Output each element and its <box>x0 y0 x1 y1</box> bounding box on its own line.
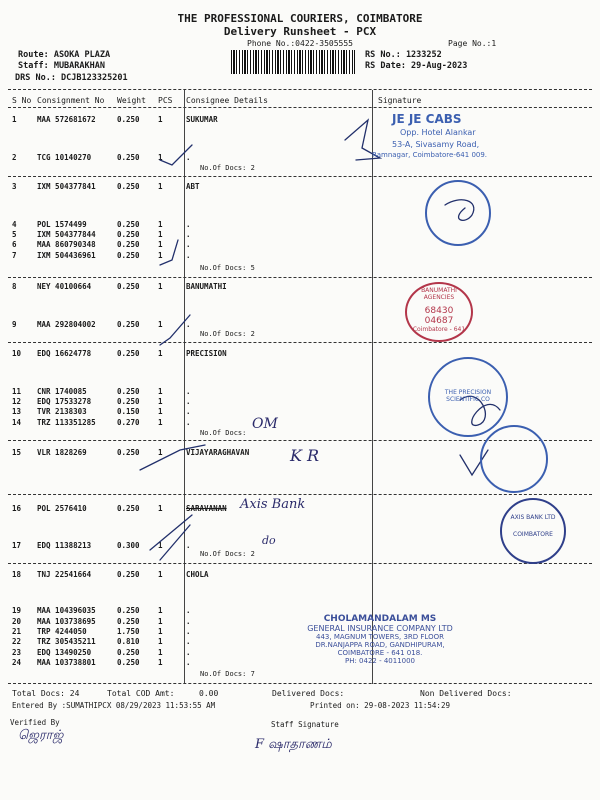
row-weight: 0.250 <box>117 617 140 626</box>
row-weight: 0.810 <box>117 637 140 646</box>
chola-stamp-line: 443, MAGNUM TOWERS, 3RD FLOOR <box>316 633 444 641</box>
round-stamp-blue <box>425 180 491 246</box>
phone-number: Phone No.:0422-3505555 <box>247 39 353 48</box>
chola-stamp-line: PH: 0422 - 4011000 <box>344 657 416 665</box>
row-consignee: ABT <box>186 182 200 191</box>
verified-signature: ஜெராஜ் <box>18 728 64 743</box>
total-cod-value: 0.00 <box>199 689 219 698</box>
row-consignment: IXM 504377841 <box>37 182 96 191</box>
col-pcs: PCS <box>158 96 173 105</box>
banumathi-stamp-code: 04687 <box>424 316 454 326</box>
row-weight: 0.250 <box>117 448 140 457</box>
row-sno: 6 <box>12 240 17 249</box>
row-pcs: 1 <box>158 637 163 646</box>
row-consignee: . <box>186 648 191 657</box>
row-pcs: 1 <box>158 627 163 636</box>
row-weight: 0.250 <box>117 658 140 667</box>
rs-date: RS Date: 29-Aug-2023 <box>365 61 468 71</box>
row-sno: 12 <box>12 397 22 406</box>
total-cod-label: Total COD Amt: <box>107 689 175 698</box>
table-bottom-rule <box>8 683 592 684</box>
row-pcs: 1 <box>158 570 163 579</box>
row-consignment: MAA 104396035 <box>37 606 96 615</box>
row-weight: 1.750 <box>117 627 140 636</box>
banumathi-stamp-code: 68430 <box>424 306 454 316</box>
row-weight: 0.250 <box>117 240 140 249</box>
row-pcs: 1 <box>158 407 163 416</box>
row-consignment: TVR 2138303 <box>37 407 87 416</box>
row-consignment: TNJ 22541664 <box>37 570 92 579</box>
row-pcs: 1 <box>158 541 163 550</box>
row-consignment: EDQ 13490250 <box>37 648 92 657</box>
banumathi-stamp-ring: BANUMATHI AGENCIES <box>421 287 457 301</box>
row-weight: 0.250 <box>117 504 140 513</box>
company-name: THE PROFESSIONAL COURIERS, COIMBATORE <box>177 12 423 25</box>
document-title: Delivery Runsheet - PCX <box>223 25 377 38</box>
precision-stamp-ring: THE PRECISION SCIENTIFIC CO <box>444 389 492 403</box>
banumathi-stamp-city: Coimbatore - 641 <box>412 326 466 333</box>
verified-by-label: Verified By <box>10 718 60 727</box>
barcode <box>231 50 355 74</box>
row-weight: 0.250 <box>117 230 140 239</box>
row-sno: 3 <box>12 182 17 191</box>
row-pcs: 1 <box>158 397 163 406</box>
row-consignment: TRZ 113351285 <box>37 418 96 427</box>
row-consignee: . <box>186 541 191 550</box>
row-sno: 20 <box>12 617 22 626</box>
row-sno: 1 <box>12 115 17 124</box>
row-consignment: TRP 4244050 <box>37 627 87 636</box>
row-sno: 10 <box>12 349 22 358</box>
row-consignee: . <box>186 637 191 646</box>
handwritten-axis-bank: Axis Bank <box>240 497 306 512</box>
row-consignee: CHOLA <box>186 570 209 579</box>
row-sno: 7 <box>12 251 17 260</box>
table-top-rule <box>8 89 592 90</box>
row-pcs: 1 <box>158 418 163 427</box>
row-sno: 8 <box>12 282 17 291</box>
row-pcs: 1 <box>158 220 163 229</box>
row-consignment: MAA 292804002 <box>37 320 96 329</box>
delivered-docs: Delivered Docs: <box>272 689 345 698</box>
row-pcs: 1 <box>158 153 163 162</box>
printed-on: Printed on: 29-08-2023 11:54:29 <box>310 701 450 710</box>
row-pcs: 1 <box>158 387 163 396</box>
handwritten-initials: K R <box>290 446 320 465</box>
row-pcs: 1 <box>158 504 163 513</box>
row-sno: 13 <box>12 407 22 416</box>
round-stamp-blue <box>480 425 548 493</box>
row-consignee: . <box>186 606 191 615</box>
col-consignment: Consignment No <box>37 96 105 105</box>
row-consignment: POL 1574499 <box>37 220 87 229</box>
row-sno: 22 <box>12 637 22 646</box>
row-consignment: MAA 103738695 <box>37 617 96 626</box>
staff-signature: F ஷாதாணம் <box>255 737 332 752</box>
tick-mark <box>160 240 178 265</box>
row-consignee: . <box>186 320 191 329</box>
row-consignee: SARAVANAN <box>186 504 227 513</box>
row-sno: 19 <box>12 606 22 615</box>
row-pcs: 1 <box>158 230 163 239</box>
row-consignment: CNR 1740085 <box>37 387 87 396</box>
row-weight: 0.150 <box>117 407 140 416</box>
row-sno: 23 <box>12 648 22 657</box>
row-pcs: 1 <box>158 448 163 457</box>
row-sno: 21 <box>12 627 22 636</box>
row-weight: 0.250 <box>117 251 140 260</box>
row-pcs: 1 <box>158 282 163 291</box>
row-weight: 0.250 <box>117 182 140 191</box>
row-consignment: EDQ 16624778 <box>37 349 92 358</box>
jeje-stamp-name: JE JE CABS <box>392 112 462 126</box>
row-pcs: 1 <box>158 115 163 124</box>
no-of-docs: No.Of Docs: <box>200 429 247 437</box>
row-sno: 11 <box>12 387 22 396</box>
jeje-stamp-line: Ramnagar, Coimbatore-641 009. <box>372 151 488 159</box>
no-of-docs: No.Of Docs: 2 <box>200 550 255 558</box>
row-pcs: 1 <box>158 648 163 657</box>
route: Route: ASOKA PLAZA <box>18 50 111 60</box>
axis-stamp-city: COIMBATORE <box>513 531 553 538</box>
row-sno: 24 <box>12 658 22 667</box>
row-weight: 0.250 <box>117 349 140 358</box>
no-of-docs: No.Of Docs: 7 <box>200 670 255 678</box>
tick-mark <box>150 515 192 550</box>
row-pcs: 1 <box>158 251 163 260</box>
row-consignee: . <box>186 251 191 260</box>
row-pcs: 1 <box>158 182 163 191</box>
row-pcs: 1 <box>158 349 163 358</box>
entered-by: Entered By :SUMATHIPCX 08/29/2023 11:53:55 AM <box>12 701 216 710</box>
non-delivered-docs: Non Delivered Docs: <box>420 689 512 698</box>
page-number: Page No.:1 <box>448 39 497 48</box>
jeje-stamp-line: Opp. Hotel Alankar <box>400 128 476 137</box>
row-consignee: . <box>186 230 191 239</box>
row-consignee: PRECISION <box>186 349 227 358</box>
row-pcs: 1 <box>158 658 163 667</box>
row-consignment: TRZ 305435211 <box>37 637 96 646</box>
row-consignment: MAA 103738801 <box>37 658 96 667</box>
tick-mark <box>140 445 205 470</box>
row-pcs: 1 <box>158 240 163 249</box>
row-consignee: . <box>186 387 191 396</box>
no-of-docs: No.Of Docs: 2 <box>200 330 255 338</box>
row-consignee: . <box>186 658 191 667</box>
row-weight: 0.250 <box>117 320 140 329</box>
row-pcs: 1 <box>158 617 163 626</box>
row-consignee: SUKUMAR <box>186 115 218 124</box>
row-consignment: POL 2576410 <box>37 504 87 513</box>
row-consignment: MAA 860790348 <box>37 240 96 249</box>
col-sno: S No <box>12 96 32 105</box>
row-weight: 0.250 <box>117 397 140 406</box>
row-weight: 0.250 <box>117 115 140 124</box>
jeje-stamp-line: 53-A, Sivasamy Road, <box>392 140 480 149</box>
row-consignment: IXM 504377844 <box>37 230 96 239</box>
row-consignee: VIJAYARAGHAVAN <box>186 448 250 457</box>
row-sno: 5 <box>12 230 17 239</box>
row-weight: 0.300 <box>117 541 140 550</box>
no-of-docs: No.Of Docs: 2 <box>200 164 255 172</box>
handwritten-om: OM <box>252 416 278 432</box>
row-consignee: . <box>186 627 191 636</box>
row-weight: 0.250 <box>117 282 140 291</box>
row-sno: 2 <box>12 153 17 162</box>
row-weight: 0.250 <box>117 220 140 229</box>
row-sno: 15 <box>12 448 22 457</box>
row-weight: 0.250 <box>117 387 140 396</box>
handwritten-do: do <box>262 534 276 547</box>
tick-mark <box>160 315 190 345</box>
col-signature: Signature <box>378 96 422 105</box>
tick-mark <box>160 525 190 560</box>
axis-bank-stamp <box>500 498 566 564</box>
row-consignee: . <box>186 397 191 406</box>
row-weight: 0.250 <box>117 648 140 657</box>
row-consignment: NEY 40100664 <box>37 282 92 291</box>
row-consignment: VLR 1828269 <box>37 448 87 457</box>
row-consignment: IXM 504436961 <box>37 251 96 260</box>
tick-mark <box>160 145 192 165</box>
row-sno: 9 <box>12 320 17 329</box>
row-consignment: EDQ 11388213 <box>37 541 92 550</box>
chola-stamp-line: GENERAL INSURANCE COMPANY LTD <box>307 624 453 633</box>
row-weight: 0.250 <box>117 570 140 579</box>
row-weight: 0.250 <box>117 153 140 162</box>
row-consignee: . <box>186 418 191 427</box>
col-consignee: Consignee Details <box>186 96 268 105</box>
row-weight: 0.270 <box>117 418 140 427</box>
row-weight: 0.250 <box>117 606 140 615</box>
row-consignment: EDQ 17533278 <box>37 397 92 406</box>
row-sno: 18 <box>12 570 22 579</box>
row-sno: 4 <box>12 220 17 229</box>
row-consignee: . <box>186 220 191 229</box>
row-pcs: 1 <box>158 320 163 329</box>
row-consignment: MAA 572681672 <box>37 115 96 124</box>
axis-stamp-ring: AXIS BANK LTD <box>510 514 556 521</box>
chola-stamp-line: DR.NANJAPPA ROAD, GANDHIPURAM, <box>315 641 445 649</box>
row-consignee: . <box>186 407 191 416</box>
handwritten-ticks <box>120 100 600 680</box>
no-of-docs: No.Of Docs: 5 <box>200 264 255 272</box>
rs-number: RS No.: 1233252 <box>365 50 442 60</box>
chola-stamp <box>285 614 475 665</box>
staff: Staff: MUBARAKHAN <box>18 61 105 71</box>
total-docs: Total Docs: 24 <box>12 689 80 698</box>
row-consignee: BANUMATHI <box>186 282 227 291</box>
row-consignee: . <box>186 617 191 626</box>
row-sno: 14 <box>12 418 22 427</box>
row-sno: 17 <box>12 541 22 550</box>
chola-stamp-line: COIMBATORE - 641 018. <box>337 649 423 657</box>
row-consignee: . <box>186 240 191 249</box>
staff-signature-label: Staff Signature <box>271 720 339 729</box>
row-sno: 16 <box>12 504 22 513</box>
row-consignment: TCG 10140270 <box>37 153 92 162</box>
row-consignee: . <box>186 153 191 162</box>
chola-stamp-line: CHOLAMANDALAM MS <box>323 614 437 624</box>
col-weight: Weight <box>117 96 146 105</box>
banumathi-stamp <box>405 282 473 342</box>
row-pcs: 1 <box>158 606 163 615</box>
precision-stamp <box>428 357 508 437</box>
drs-number: DRS No.: DCJB123325201 <box>15 73 128 83</box>
